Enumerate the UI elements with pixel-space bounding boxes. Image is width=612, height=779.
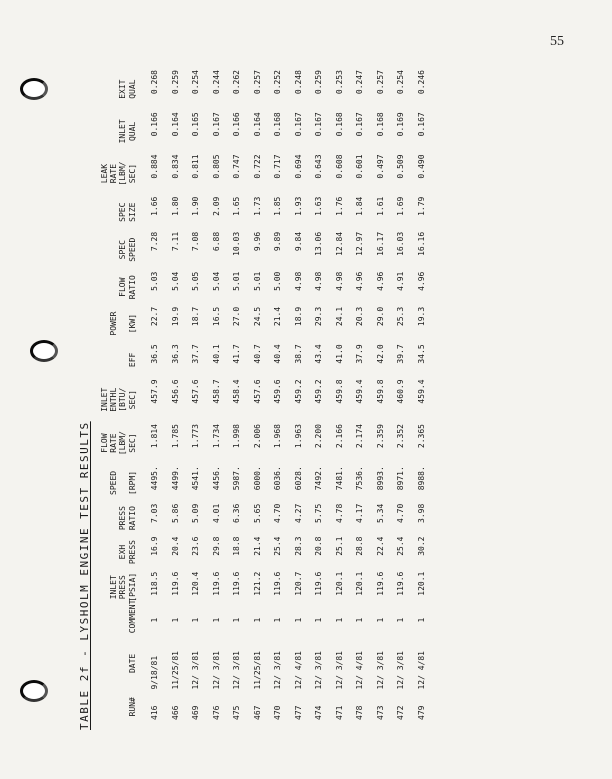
table-cell: 12/ 3/81 [334,651,344,690]
table-cell: 1.76 [334,196,344,216]
table-row [247,68,268,722]
table-cell: 12/ 3/81 [396,651,406,690]
table-cell: 119.6 [273,571,283,596]
table-cell: 478 [355,705,365,720]
table-cell: 0.262 [232,70,242,95]
table-cell: 34.5 [416,344,426,364]
table-cell: 18.7 [191,306,201,327]
table-cell: 474 [314,705,324,720]
table-cell: 458.7 [211,379,221,404]
table-cell: 2.200 [314,424,324,449]
table-cell: 7.28 [150,231,160,252]
table-cell: 4495. [150,466,160,491]
table-cell: 4.78 [334,503,344,523]
table-cell: 1 [334,617,344,623]
table-cell: 4.98 [314,271,324,291]
table-cell: 8988. [416,466,426,491]
table-cell: 457.9 [150,379,160,404]
table-cell: 1.90 [191,196,201,216]
table-cell: 1.785 [170,424,180,449]
table-cell: 29.0 [375,306,385,327]
table-cell: 6000. [252,466,262,491]
column-header: INLET QUAL [118,119,137,144]
table-cell: 0.694 [293,154,303,179]
table-cell: 0.747 [232,154,242,179]
table-cell: 0.254 [396,70,406,95]
table-cell: 4.01 [211,503,221,523]
table-cell: 37.7 [191,344,201,364]
table-cell: 2.359 [375,424,385,449]
table-cell: 0.167 [416,112,426,137]
table-cell: 1 [416,617,426,623]
table-row [145,68,166,722]
table-cell: 119.6 [396,571,406,596]
table-cell: 5.65 [252,503,262,523]
table-cell: 1.84 [355,196,365,216]
table-cell: 121.2 [252,571,262,596]
table-cell: 459.8 [334,379,344,404]
table-cell: 4.98 [334,271,344,291]
table-cell: 1.85 [273,196,283,216]
table-cell: 11/25/81 [252,651,262,690]
table-cell: 25.4 [396,536,406,556]
table-cell: 0.244 [211,70,221,95]
table-cell: 0.490 [416,154,426,179]
table-cell: 16.5 [211,306,221,327]
table-cell: 12/ 3/81 [273,651,283,690]
table-cell: 0.608 [334,154,344,179]
table-row [411,68,432,722]
table-cell: 16.9 [150,536,160,556]
table-header-row [100,68,145,722]
table-cell: 12/ 4/81 [355,651,365,690]
table-cell: 1.66 [150,196,160,216]
table-cell: 0.165 [191,112,201,137]
table-cell: 1 [314,617,324,623]
table-cell: 4.96 [375,271,385,291]
punch-hole-icon [30,340,58,362]
table-cell: 7.11 [170,231,180,252]
table-cell: 1 [191,617,201,623]
table-cell: 120.7 [293,571,303,596]
table-cell: 0.257 [375,70,385,95]
table-cell: 4541. [191,466,201,491]
page-number: 55 [550,34,564,49]
table-cell: 16.17 [375,231,385,256]
table-cell: 0.252 [273,70,283,95]
table-cell: 0.168 [334,112,344,137]
table-cell: 459.8 [375,379,385,404]
table-cell: 1.73 [252,196,262,216]
column-header: SPEED [RPM] [109,470,137,495]
table-cell: 12.97 [355,231,365,256]
table-cell: 0.167 [355,112,365,137]
table-cell: 38.7 [293,344,303,364]
table-cell: 9.89 [273,231,283,252]
table-cell: 2.365 [416,424,426,449]
table-cell: 0.643 [314,154,324,179]
table-cell: 6.88 [211,231,221,252]
table-cell: 41.7 [232,344,242,364]
punch-hole-icon [20,78,48,100]
table-cell: 1 [252,617,262,623]
table-cell: 458.4 [232,379,242,404]
table-cell: 0.164 [170,112,180,137]
table-cell: 2.352 [396,424,406,449]
table-row [370,68,391,722]
table-row [391,68,412,722]
table-cell: 4.27 [293,503,303,523]
table-cell: 0.167 [314,112,324,137]
table-cell: 27.0 [232,306,242,327]
table-row [206,68,227,722]
table-cell: 1.963 [293,424,303,449]
column-header: INLET ENTHL [BTU/ SEC] [100,387,137,412]
table-cell: 25.1 [334,536,344,556]
table-cell: 470 [273,705,283,720]
table-cell: 0.268 [150,70,160,95]
table-cell: 9/18/81 [150,655,160,690]
table-cell: 4.98 [293,271,303,291]
column-header: EFF [127,352,137,368]
table-cell: 12/ 4/81 [416,651,426,690]
table-title: TABLE 2f - LYSHOLM ENGINE TEST RESULTS [78,421,91,730]
table-cell: 39.7 [396,344,406,364]
table-cell: 120.1 [334,571,344,596]
table-cell: 0.722 [252,154,262,179]
table-cell: 21.4 [273,306,283,327]
table-cell: 479 [416,705,426,720]
punch-hole-icon [20,680,48,702]
table-cell: 36.3 [170,344,180,364]
table-cell: 12.84 [334,231,344,256]
table-cell: 19.9 [170,306,180,327]
table-cell: 467 [252,705,262,720]
table-cell: 1 [355,617,365,623]
table-cell: 9.96 [252,231,262,252]
table-cell: 459.2 [293,379,303,404]
table-cell: 4456. [211,466,221,491]
table-cell: 4499. [170,466,180,491]
table-cell: 459.4 [416,379,426,404]
table-cell: 13.06 [314,231,324,256]
table-cell: 4.96 [355,271,365,291]
table-cell: 460.9 [396,379,406,404]
column-header: PRESS RATIO [118,506,137,531]
table-cell: 30.2 [416,536,426,556]
table-row [309,68,330,722]
table-cell: 2.09 [211,196,221,216]
table-cell: 1.814 [150,424,160,449]
table-cell: 1.61 [375,196,385,216]
table-cell: 0.167 [293,112,303,137]
table-cell: 40.1 [211,344,221,364]
table-cell: 12/ 3/81 [375,651,385,690]
table-cell: 120.1 [416,571,426,596]
table-cell: 20.4 [170,536,180,556]
table-cell: 24.5 [252,306,262,327]
table-cell: 12/ 3/81 [191,651,201,690]
table-cell: 5.01 [252,271,262,291]
table-cell: 1.968 [273,424,283,449]
table-cell: 4.96 [416,271,426,291]
table-cell: 5.86 [170,503,180,523]
table-cell: 5.75 [314,503,324,523]
table-cell: 0.497 [375,154,385,179]
table-cell: 22.4 [375,536,385,556]
table-body [145,68,432,722]
table-cell: 9.84 [293,231,303,252]
table-cell: 1.773 [191,424,201,449]
table-cell: 0.811 [191,154,201,179]
table-cell: 119.6 [375,571,385,596]
table-cell: 477 [293,705,303,720]
table-cell: 7.08 [191,231,201,252]
table-cell: 0.259 [170,70,180,95]
table-cell: 1 [232,617,242,623]
table-cell: 2.174 [355,424,365,449]
column-header: INLET PRESS [PSIA] [109,572,137,602]
table-cell: 3.98 [416,503,426,523]
table-row [227,68,248,722]
table-cell: 120.4 [191,571,201,596]
table-cell: 5.34 [375,503,385,523]
table-cell: 28.8 [355,536,365,556]
table-cell: 21.4 [252,536,262,556]
table-cell: 0.247 [355,70,365,95]
table-cell: 22.7 [150,306,160,327]
table-cell: 16.16 [416,231,426,256]
table-cell: 5.04 [170,271,180,291]
table-cell: 28.3 [293,536,303,556]
table-cell: 5.03 [150,271,160,291]
table-cell: 118.5 [150,571,160,596]
column-header: DATE [127,653,137,674]
column-header: COMMENT [127,599,137,634]
table-cell: 5.00 [273,271,283,291]
table-cell: 120.1 [355,571,365,596]
table-cell: 2.166 [334,424,344,449]
column-header: EXIT QUAL [118,79,137,99]
table-cell: 5.05 [191,271,201,291]
table-cell: 471 [334,705,344,720]
table-cell: 8971. [396,466,406,491]
table-cell: 4.70 [273,503,283,523]
table-cell: 12/ 3/81 [232,651,242,690]
table-cell: 0.168 [273,112,283,137]
table-cell: 8993. [375,466,385,491]
table-cell: 459.4 [355,379,365,404]
table-cell: 29.8 [211,536,221,556]
column-header: POWER [KW] [109,311,137,336]
column-header: SPEC SPEED [118,237,137,262]
table-cell: 1 [293,617,303,623]
table-cell: 0.167 [211,112,221,137]
table-cell: 5987. [232,466,242,491]
table-cell: 5.01 [232,271,242,291]
table-cell: 0.248 [293,70,303,95]
table-cell: 457.6 [252,379,262,404]
column-header: FLOW RATIO [118,275,137,300]
table-cell: 43.4 [314,344,324,364]
table-cell: 0.259 [314,70,324,95]
table-cell: 1 [396,617,406,623]
table-cell: 12/ 3/81 [314,651,324,690]
table-cell: 0.805 [211,154,221,179]
table-cell: 1.65 [232,196,242,216]
table-cell: 469 [191,705,201,720]
table-cell: 23.6 [191,536,201,556]
table-cell: 456.6 [170,379,180,404]
table-cell: 0.168 [375,112,385,137]
table-cell: 1.63 [314,196,324,216]
table-cell: 0.884 [150,154,160,179]
table-cell: 10.03 [232,231,242,256]
table-cell: 1.93 [293,196,303,216]
rotated-table-region [78,40,438,730]
table-cell: 7492. [314,466,324,491]
table-row [288,68,309,722]
table-cell: 0.166 [150,112,160,137]
table-cell: 1.734 [211,424,221,449]
table-cell: 476 [211,705,221,720]
table-cell: 19.3 [416,306,426,327]
table-cell: 12/ 4/81 [293,651,303,690]
table-cell: 11/25/81 [170,651,180,690]
table-cell: 1 [150,617,160,623]
table-cell: 37.9 [355,344,365,364]
table-cell: 1.80 [170,196,180,216]
table-cell: 119.6 [314,571,324,596]
table-cell: 459.6 [273,379,283,404]
table-cell: 119.6 [211,571,221,596]
table-cell: 7.03 [150,503,160,523]
column-header: LEAK RATE [LBM/ SEC] [100,161,137,186]
table-cell: 0.166 [232,112,242,137]
table-cell: 1 [170,617,180,623]
table-cell: 0.717 [273,154,283,179]
table-cell: 25.3 [396,306,406,327]
column-header: FLOW RATE [LBM/ SEC] [100,431,137,456]
table-row [165,68,186,722]
table-cell: 1.998 [232,424,242,449]
table-cell: 475 [232,705,242,720]
table-cell: 41.0 [334,344,344,364]
table-cell: 40.4 [273,344,283,364]
table-cell: 4.91 [396,271,406,291]
table-cell: 5.04 [211,271,221,291]
table-cell: 0.253 [334,70,344,95]
table-cell: 24.1 [334,306,344,327]
table-cell: 0.601 [355,154,365,179]
table-cell: 5.09 [191,503,201,523]
table-cell: 1 [211,617,221,623]
table-cell: 20.3 [355,306,365,327]
table-cell: 25.4 [273,536,283,556]
table-cell: 416 [150,705,160,720]
table-cell: 42.0 [375,344,385,364]
table-cell: 459.2 [314,379,324,404]
results-table [100,68,432,722]
column-header: SPEC SIZE [118,202,137,222]
table-cell: 6.36 [232,503,242,523]
table-row [268,68,289,722]
column-header: EXH PRESS [118,540,137,565]
table-cell: 2.006 [252,424,262,449]
table-row [350,68,371,722]
table-cell: 29.3 [314,306,324,327]
column-header: RUN# [127,697,137,717]
table-cell: 18.8 [232,536,242,556]
table-cell: 6036. [273,466,283,491]
table-cell: 1 [375,617,385,623]
table-cell: 7536. [355,466,365,491]
table-cell: 0.164 [252,112,262,137]
table-cell: 18.9 [293,306,303,327]
table-cell: 472 [396,705,406,720]
table-cell: 457.6 [191,379,201,404]
table-cell: 466 [170,705,180,720]
table-cell: 1.69 [396,196,406,216]
table-cell: 6028. [293,466,303,491]
table-cell: 0.169 [396,112,406,137]
table-cell: 4.17 [355,503,365,523]
table-cell: 36.5 [150,344,160,364]
table-cell: 16.03 [396,231,406,256]
table-cell: 473 [375,705,385,720]
table-cell: 119.6 [232,571,242,596]
table-cell: 119.6 [170,571,180,596]
table-cell: 0.254 [191,70,201,95]
table-cell: 40.7 [252,344,262,364]
table-cell: 1 [273,617,283,623]
table-cell: 0.246 [416,70,426,95]
table-cell: 1.79 [416,196,426,216]
table-cell: 7481. [334,466,344,491]
table-cell: 0.834 [170,154,180,179]
table-cell: 4.70 [396,503,406,523]
table-cell: 20.8 [314,536,324,556]
table-cell: 0.509 [396,154,406,179]
table-row [329,68,350,722]
table-row [186,68,207,722]
table-cell: 12/ 3/81 [211,651,221,690]
table-cell: 0.257 [252,70,262,95]
